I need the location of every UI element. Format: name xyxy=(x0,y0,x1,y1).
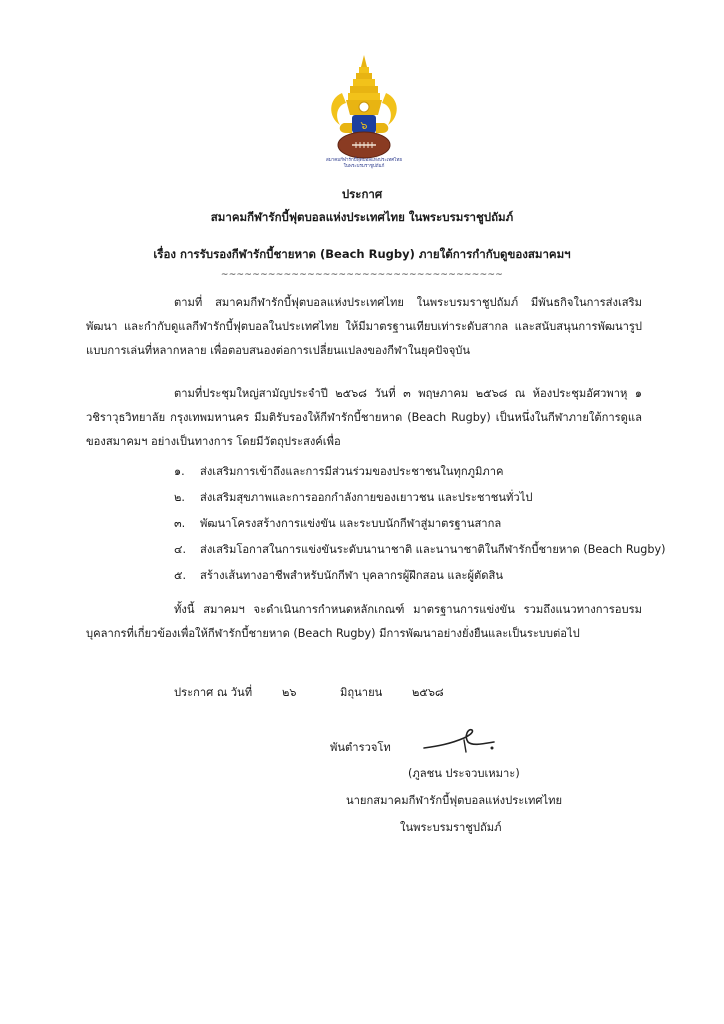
list-item-number: ๓. xyxy=(174,517,186,530)
svg-text:๖: ๖ xyxy=(360,119,368,132)
separator-line: ~~~~~~~~~~~~~~~~~~~~~~~~~~~~~~~~~~~~ xyxy=(220,270,504,280)
signatory-rank: พันตำรวจโท xyxy=(330,741,391,754)
organization-name: สมาคมกีฬารักบี้ฟุตบอลแห่งประเทศไทย ในพระบรมราชูปถัมภ์ xyxy=(210,210,514,224)
signatory-position: นายกสมาคมกีฬารักบี้ฟุตบอลแห่งประเทศไทย xyxy=(346,794,563,807)
paragraph-resolution xyxy=(86,382,642,454)
date-month: มิถุนายน xyxy=(340,686,383,699)
list-item-text: สร้างเส้นทางอาชีพสำหรับนักกีฬา บุคลากรผู้ฝึกสอน และผู้ตัดสิน xyxy=(200,569,504,582)
list-item xyxy=(174,565,654,591)
list-item-number: ๑. xyxy=(174,465,185,478)
list-item-text: ส่งเสริมการเข้าถึงและการมีส่วนร่วมของประชาชนในทุกภูมิภาค xyxy=(200,465,504,478)
date-year: ๒๕๖๘ xyxy=(412,686,444,699)
paragraph-mission-text: ตามที่ สมาคมกีฬารักบี้ฟุตบอลแห่งประเทศไทย ในพระบรมราชูปถัมภ์ มีพันธกิจในการส่งเสริม พัฒนา และกำกับดูแลกีฬารักบี้ฟุตบอลในประเทศไทย ให้มีมาตรฐานเทียบเท่าระดับสากล และสนับสนุนการพัฒนารูปแบบการเล่นที่หลากหลาย เพื่อตอบสนองต่อการเปลี่ยนแปลงของกีฬาในยุคปัจจุบัน xyxy=(86,296,642,357)
date-label: ประกาศ ณ วันที่ xyxy=(174,686,253,699)
list-item-number: ๕. xyxy=(174,569,187,582)
signatory-name: (ภูลชน ประจวบเหมาะ) xyxy=(408,767,520,780)
list-item xyxy=(174,513,654,539)
handwritten-signature xyxy=(420,722,500,758)
paragraph-implementation xyxy=(86,598,642,646)
list-item-number: ๒. xyxy=(174,491,185,504)
list-item xyxy=(174,461,654,487)
list-item xyxy=(174,487,654,513)
logo-caption xyxy=(318,158,410,170)
logo-caption-line2: ในพระบรมราชูปถัมภ์ xyxy=(343,164,385,169)
subject-line: เรื่อง การรับรองกีฬารักบี้ชายหาด (Beach Rugby) ภายใต้การกำกับดูของสมาคมฯ xyxy=(153,247,571,261)
paragraph-implementation-text: ทั้งนี้ สมาคมฯ จะดำเนินการกำหนดหลักเกณฑ์ มาตรฐานการแข่งขัน รวมถึงแนวทางการอบรม บุคลากรที่เกี่ยวข้องเพื่อให้กีฬารักบี้ชายหาด (Beach Rugby) มีการพัฒนาอย่างยั่งยืนและเป็นระบบต่อไป xyxy=(86,603,642,640)
list-item-number: ๔. xyxy=(174,543,187,556)
paragraph-resolution-text: ตามที่ประชุมใหญ่สามัญประจำปี ๒๕๖๘ วันที่ ๓ พฤษภาคม ๒๕๖๘ ณ ห้องประชุมอัศวพาหุ ๑ วชิราวุธวิทยาลัย กรุงเทพมหานคร มีมติรับรองให้กีฬารักบี้ชายหาด (Beach Rugby) เป็นหนึ่งในกีฬาภายใต้การดูแลของสมาคมฯ อย่างเป็นทางการ โดยมีวัตถุประสงค์เพื่อ xyxy=(86,387,642,448)
list-item-text: พัฒนาโครงสร้างการแข่งขัน และระบบนักกีฬาสู่มาตรฐานสากล xyxy=(200,517,502,530)
signatory-position-patronage: ในพระบรมราชูปถัมภ์ xyxy=(400,821,502,834)
date-day: ๒๖ xyxy=(282,686,297,699)
list-item xyxy=(174,539,666,565)
objectives-list xyxy=(174,461,666,591)
list-item-text: ส่งเสริมสุขภาพและการออกกำลังกายของเยาวชน และประชาชนทั่วไป xyxy=(200,491,533,504)
list-item-text: ส่งเสริมโอกาสในการแข่งขันระดับนานาชาติ และนานาชาติในกีฬารักบี้ชายหาด (Beach Rugby) xyxy=(200,543,666,556)
logo-caption-line1: สมาคมกีฬารักบี้ฟุตบอลแห่งประเทศไทย xyxy=(326,158,402,163)
announcement-heading: ประกาศ xyxy=(341,187,383,201)
paragraph-mission xyxy=(86,291,642,363)
